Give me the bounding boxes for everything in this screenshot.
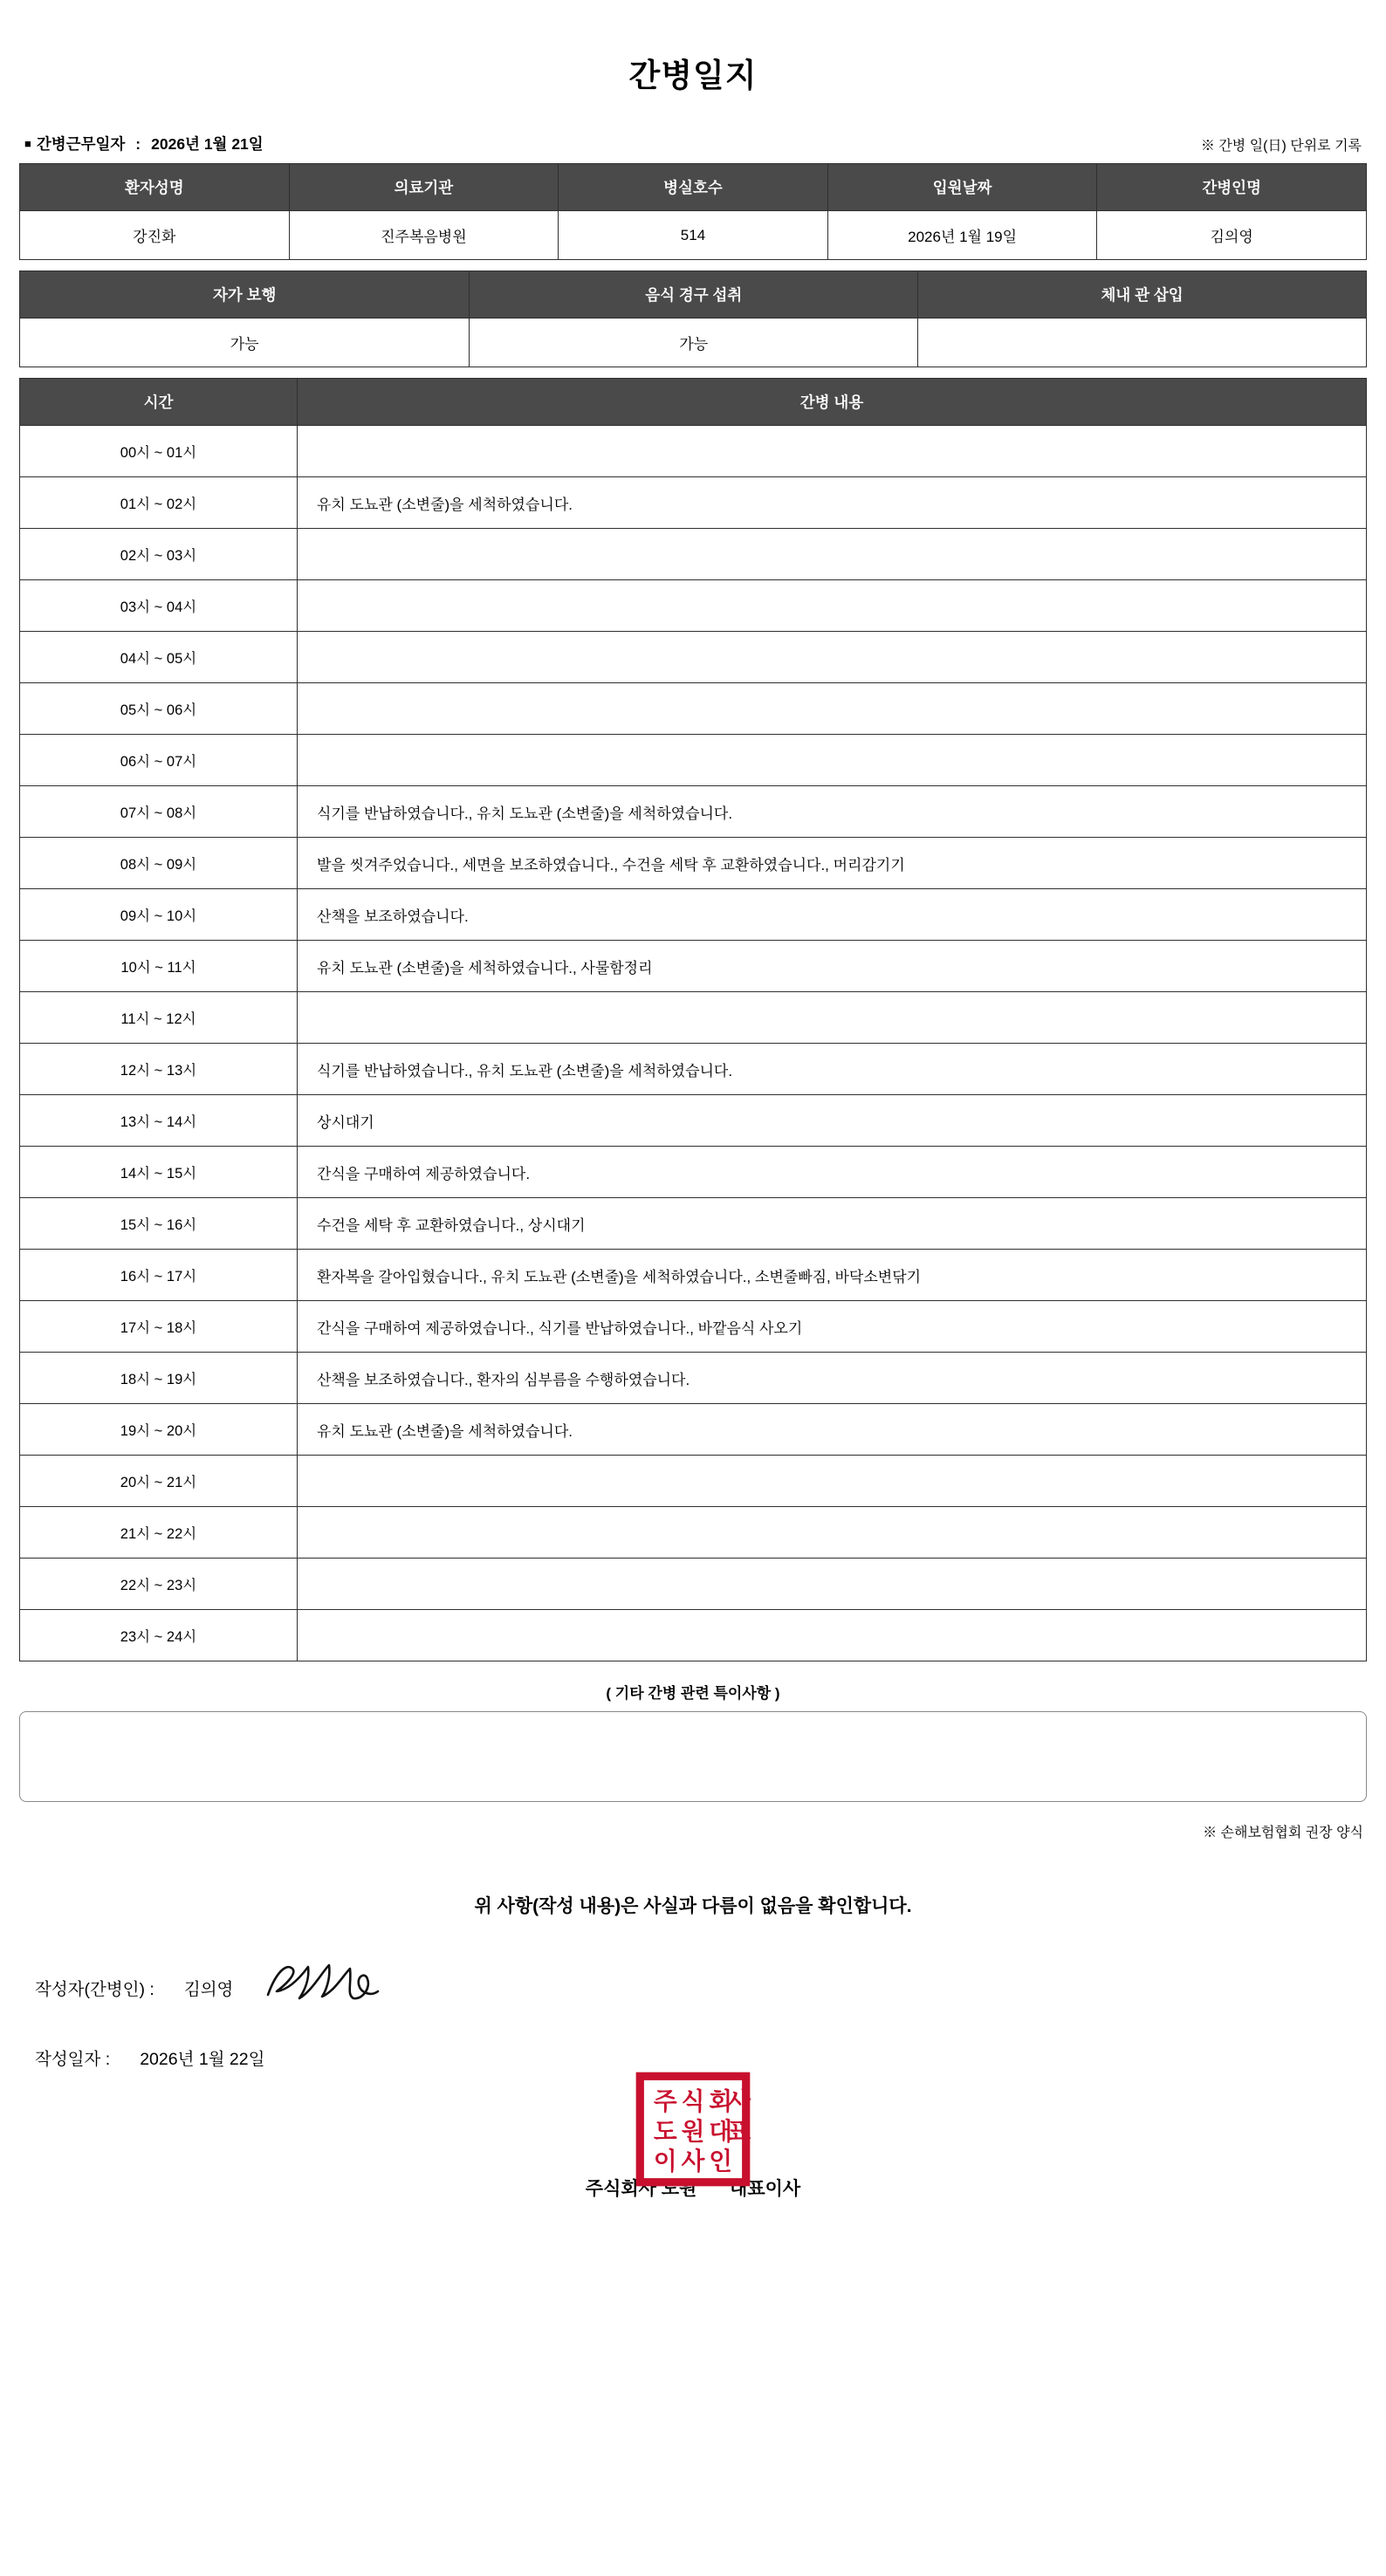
value-admission-date: 2026년 1월 19일	[827, 211, 1097, 260]
value-self-walking: 가능	[20, 319, 470, 367]
company-seal-stamp	[635, 2072, 751, 2187]
care-log-content[interactable]	[298, 1507, 1367, 1559]
table-row-header	[20, 164, 1367, 211]
table-row	[20, 1095, 1367, 1147]
table-row	[20, 580, 1367, 632]
care-log-table	[19, 378, 1367, 1661]
value-oral-intake: 가능	[470, 319, 918, 367]
meta-row	[19, 133, 1367, 163]
written-date-line	[35, 2045, 1367, 2070]
care-log-time: 11시 ~ 12시	[20, 992, 298, 1044]
table-row	[20, 735, 1367, 786]
care-log-time: 13시 ~ 14시	[20, 1095, 298, 1147]
table-row	[20, 477, 1367, 529]
care-log-time: 14시 ~ 15시	[20, 1147, 298, 1198]
care-log-time: 00시 ~ 01시	[20, 426, 298, 477]
care-log-time: 15시 ~ 16시	[20, 1198, 298, 1250]
care-log-content[interactable]: 간식을 구매하여 제공하였습니다., 식기를 반납하였습니다., 바깥음식 사오기	[298, 1301, 1367, 1353]
care-log-content[interactable]	[298, 1456, 1367, 1507]
svg-text:원: 원	[681, 2117, 705, 2145]
care-log-content[interactable]	[298, 529, 1367, 580]
care-log-document	[0, 49, 1386, 2576]
care-log-content[interactable]: 수건을 세탁 후 교환하였습니다., 상시대기	[298, 1198, 1367, 1250]
company-line	[19, 2087, 1367, 2201]
work-date-value: 2026년 1월 21일	[151, 135, 264, 153]
table-row	[20, 1353, 1367, 1404]
svg-text:표: 표	[727, 2117, 751, 2145]
bullet-square-icon: ■	[24, 137, 31, 150]
table-row	[20, 1147, 1367, 1198]
care-log-time: 22시 ~ 23시	[20, 1559, 298, 1610]
care-log-time: 20시 ~ 21시	[20, 1456, 298, 1507]
table-row	[20, 211, 1367, 260]
care-log-time: 01시 ~ 02시	[20, 477, 298, 529]
table-row	[20, 838, 1367, 889]
table-row	[20, 1456, 1367, 1507]
value-hospital: 진주복음병원	[289, 211, 559, 260]
care-log-content[interactable]	[298, 992, 1367, 1044]
header-caregiver-name: 간병인명	[1097, 164, 1367, 211]
care-log-content[interactable]	[298, 735, 1367, 786]
table-row	[20, 1250, 1367, 1301]
work-date-colon: :	[135, 135, 141, 153]
care-log-content[interactable]: 상시대기	[298, 1095, 1367, 1147]
care-log-content[interactable]: 간식을 구매하여 제공하였습니다.	[298, 1147, 1367, 1198]
svg-text:사: 사	[727, 2087, 751, 2115]
svg-text:대: 대	[709, 2117, 733, 2145]
value-caregiver-name: 김의영	[1097, 211, 1367, 260]
writer-label: 작성자(간병인) :	[35, 1980, 154, 1999]
care-log-content[interactable]: 환자복을 갈아입혔습니다., 유치 도뇨관 (소변줄)을 세척하였습니다., 소변줄빠짐, 바닥소변닦기	[298, 1250, 1367, 1301]
care-log-content[interactable]: 식기를 반납하였습니다., 유치 도뇨관 (소변줄)을 세척하였습니다.	[298, 786, 1367, 838]
table-row	[20, 941, 1367, 992]
care-log-content[interactable]: 유치 도뇨관 (소변줄)을 세척하였습니다.	[298, 477, 1367, 529]
care-log-body	[20, 426, 1367, 1661]
care-log-content[interactable]	[298, 632, 1367, 683]
svg-text:주: 주	[653, 2087, 677, 2115]
header-time: 시간	[20, 379, 298, 426]
care-log-content[interactable]	[298, 580, 1367, 632]
svg-text:도: 도	[653, 2117, 677, 2145]
writer-line	[35, 1962, 1367, 2014]
care-log-content[interactable]: 산책을 보조하였습니다.	[298, 889, 1367, 941]
table-row	[20, 786, 1367, 838]
writer-name: 김의영	[183, 1980, 234, 1999]
care-log-content[interactable]	[298, 1610, 1367, 1661]
care-log-content[interactable]: 식기를 반납하였습니다., 유치 도뇨관 (소변줄)을 세척하였습니다.	[298, 1044, 1367, 1095]
care-log-time: 19시 ~ 20시	[20, 1404, 298, 1456]
care-log-time: 18시 ~ 19시	[20, 1353, 298, 1404]
table-row	[20, 889, 1367, 941]
care-log-time: 10시 ~ 11시	[20, 941, 298, 992]
notes-title: ( 기타 간병 관련 특이사항 )	[606, 1685, 780, 1702]
header-admission-date: 입원날짜	[827, 164, 1097, 211]
value-room-number: 514	[559, 211, 828, 260]
table-row	[20, 1559, 1367, 1610]
table-row	[20, 1198, 1367, 1250]
patient-table	[19, 163, 1367, 260]
care-log-time: 08시 ~ 09시	[20, 838, 298, 889]
care-log-time: 02시 ~ 03시	[20, 529, 298, 580]
header-care-content: 간병 내용	[298, 379, 1367, 426]
care-log-content[interactable]	[298, 683, 1367, 735]
notes-box[interactable]	[19, 1711, 1367, 1802]
header-room-number: 병실호수	[559, 164, 828, 211]
company-title: 대표이사	[730, 2179, 801, 2199]
svg-text:이: 이	[653, 2148, 677, 2175]
table-row	[20, 1404, 1367, 1456]
page-title: 간병일지	[628, 58, 758, 93]
care-log-content[interactable]: 유치 도뇨관 (소변줄)을 세척하였습니다.	[298, 1404, 1367, 1456]
table-row	[20, 1044, 1367, 1095]
table-row	[20, 319, 1367, 367]
header-hospital: 의료기관	[289, 164, 559, 211]
care-log-time: 16시 ~ 17시	[20, 1250, 298, 1301]
table-row	[20, 992, 1367, 1044]
header-oral-intake: 음식 경구 섭취	[470, 271, 918, 319]
table-row	[20, 1610, 1367, 1661]
table-row	[20, 1301, 1367, 1353]
value-patient-name: 강진화	[20, 211, 290, 260]
care-log-time: 04시 ~ 05시	[20, 632, 298, 683]
care-log-content[interactable]: 유치 도뇨관 (소변줄)을 세척하였습니다., 사물함정리	[298, 941, 1367, 992]
unit-note: ※ 간병 일(日) 단위로 기록	[1200, 139, 1362, 154]
care-log-time: 06시 ~ 07시	[20, 735, 298, 786]
table-row	[20, 1507, 1367, 1559]
header-patient-name: 환자성명	[20, 164, 290, 211]
svg-text:인: 인	[709, 2148, 733, 2175]
handwritten-signature	[257, 1956, 388, 2009]
care-log-time: 21시 ~ 22시	[20, 1507, 298, 1559]
work-date-block	[24, 133, 264, 154]
care-log-content[interactable]: 발을 씻겨주었습니다., 세면을 보조하였습니다., 수건을 세탁 후 교환하였습니다., 머리감기기	[298, 838, 1367, 889]
care-log-time: 12시 ~ 13시	[20, 1044, 298, 1095]
header-internal-tube: 체내 관 삽입	[918, 271, 1367, 319]
svg-text:식: 식	[681, 2087, 705, 2115]
header-self-walking: 자가 보행	[20, 271, 470, 319]
confirmation-statement: 위 사항(작성 내용)은 사실과 다름이 없음을 확인합니다.	[474, 1896, 912, 1916]
care-log-content[interactable]	[298, 426, 1367, 477]
care-log-time: 07시 ~ 08시	[20, 786, 298, 838]
value-internal-tube	[918, 319, 1367, 367]
care-log-content[interactable]	[298, 1559, 1367, 1610]
table-row-header	[20, 271, 1367, 319]
written-date-label: 작성일자 :	[35, 2050, 111, 2069]
table-row-header	[20, 379, 1367, 426]
company-name: 주식회사 도원	[585, 2179, 697, 2199]
care-log-time: 09시 ~ 10시	[20, 889, 298, 941]
table-row	[20, 632, 1367, 683]
svg-text:회: 회	[709, 2087, 733, 2115]
table-row	[20, 529, 1367, 580]
written-date-value: 2026년 1월 22일	[140, 2050, 265, 2069]
work-date-label: 간병근무일자	[36, 135, 126, 153]
care-log-content[interactable]: 산책을 보조하였습니다., 환자의 심부름을 수행하였습니다.	[298, 1353, 1367, 1404]
care-log-time: 23시 ~ 24시	[20, 1610, 298, 1661]
care-log-time: 05시 ~ 06시	[20, 683, 298, 735]
table-row	[20, 683, 1367, 735]
status-table	[19, 271, 1367, 367]
form-source-note: ※ 손해보험협회 권장 양식	[1203, 1826, 1363, 1840]
svg-text:사: 사	[681, 2148, 705, 2175]
table-row	[20, 426, 1367, 477]
care-log-time: 17시 ~ 18시	[20, 1301, 298, 1353]
care-log-time: 03시 ~ 04시	[20, 580, 298, 632]
